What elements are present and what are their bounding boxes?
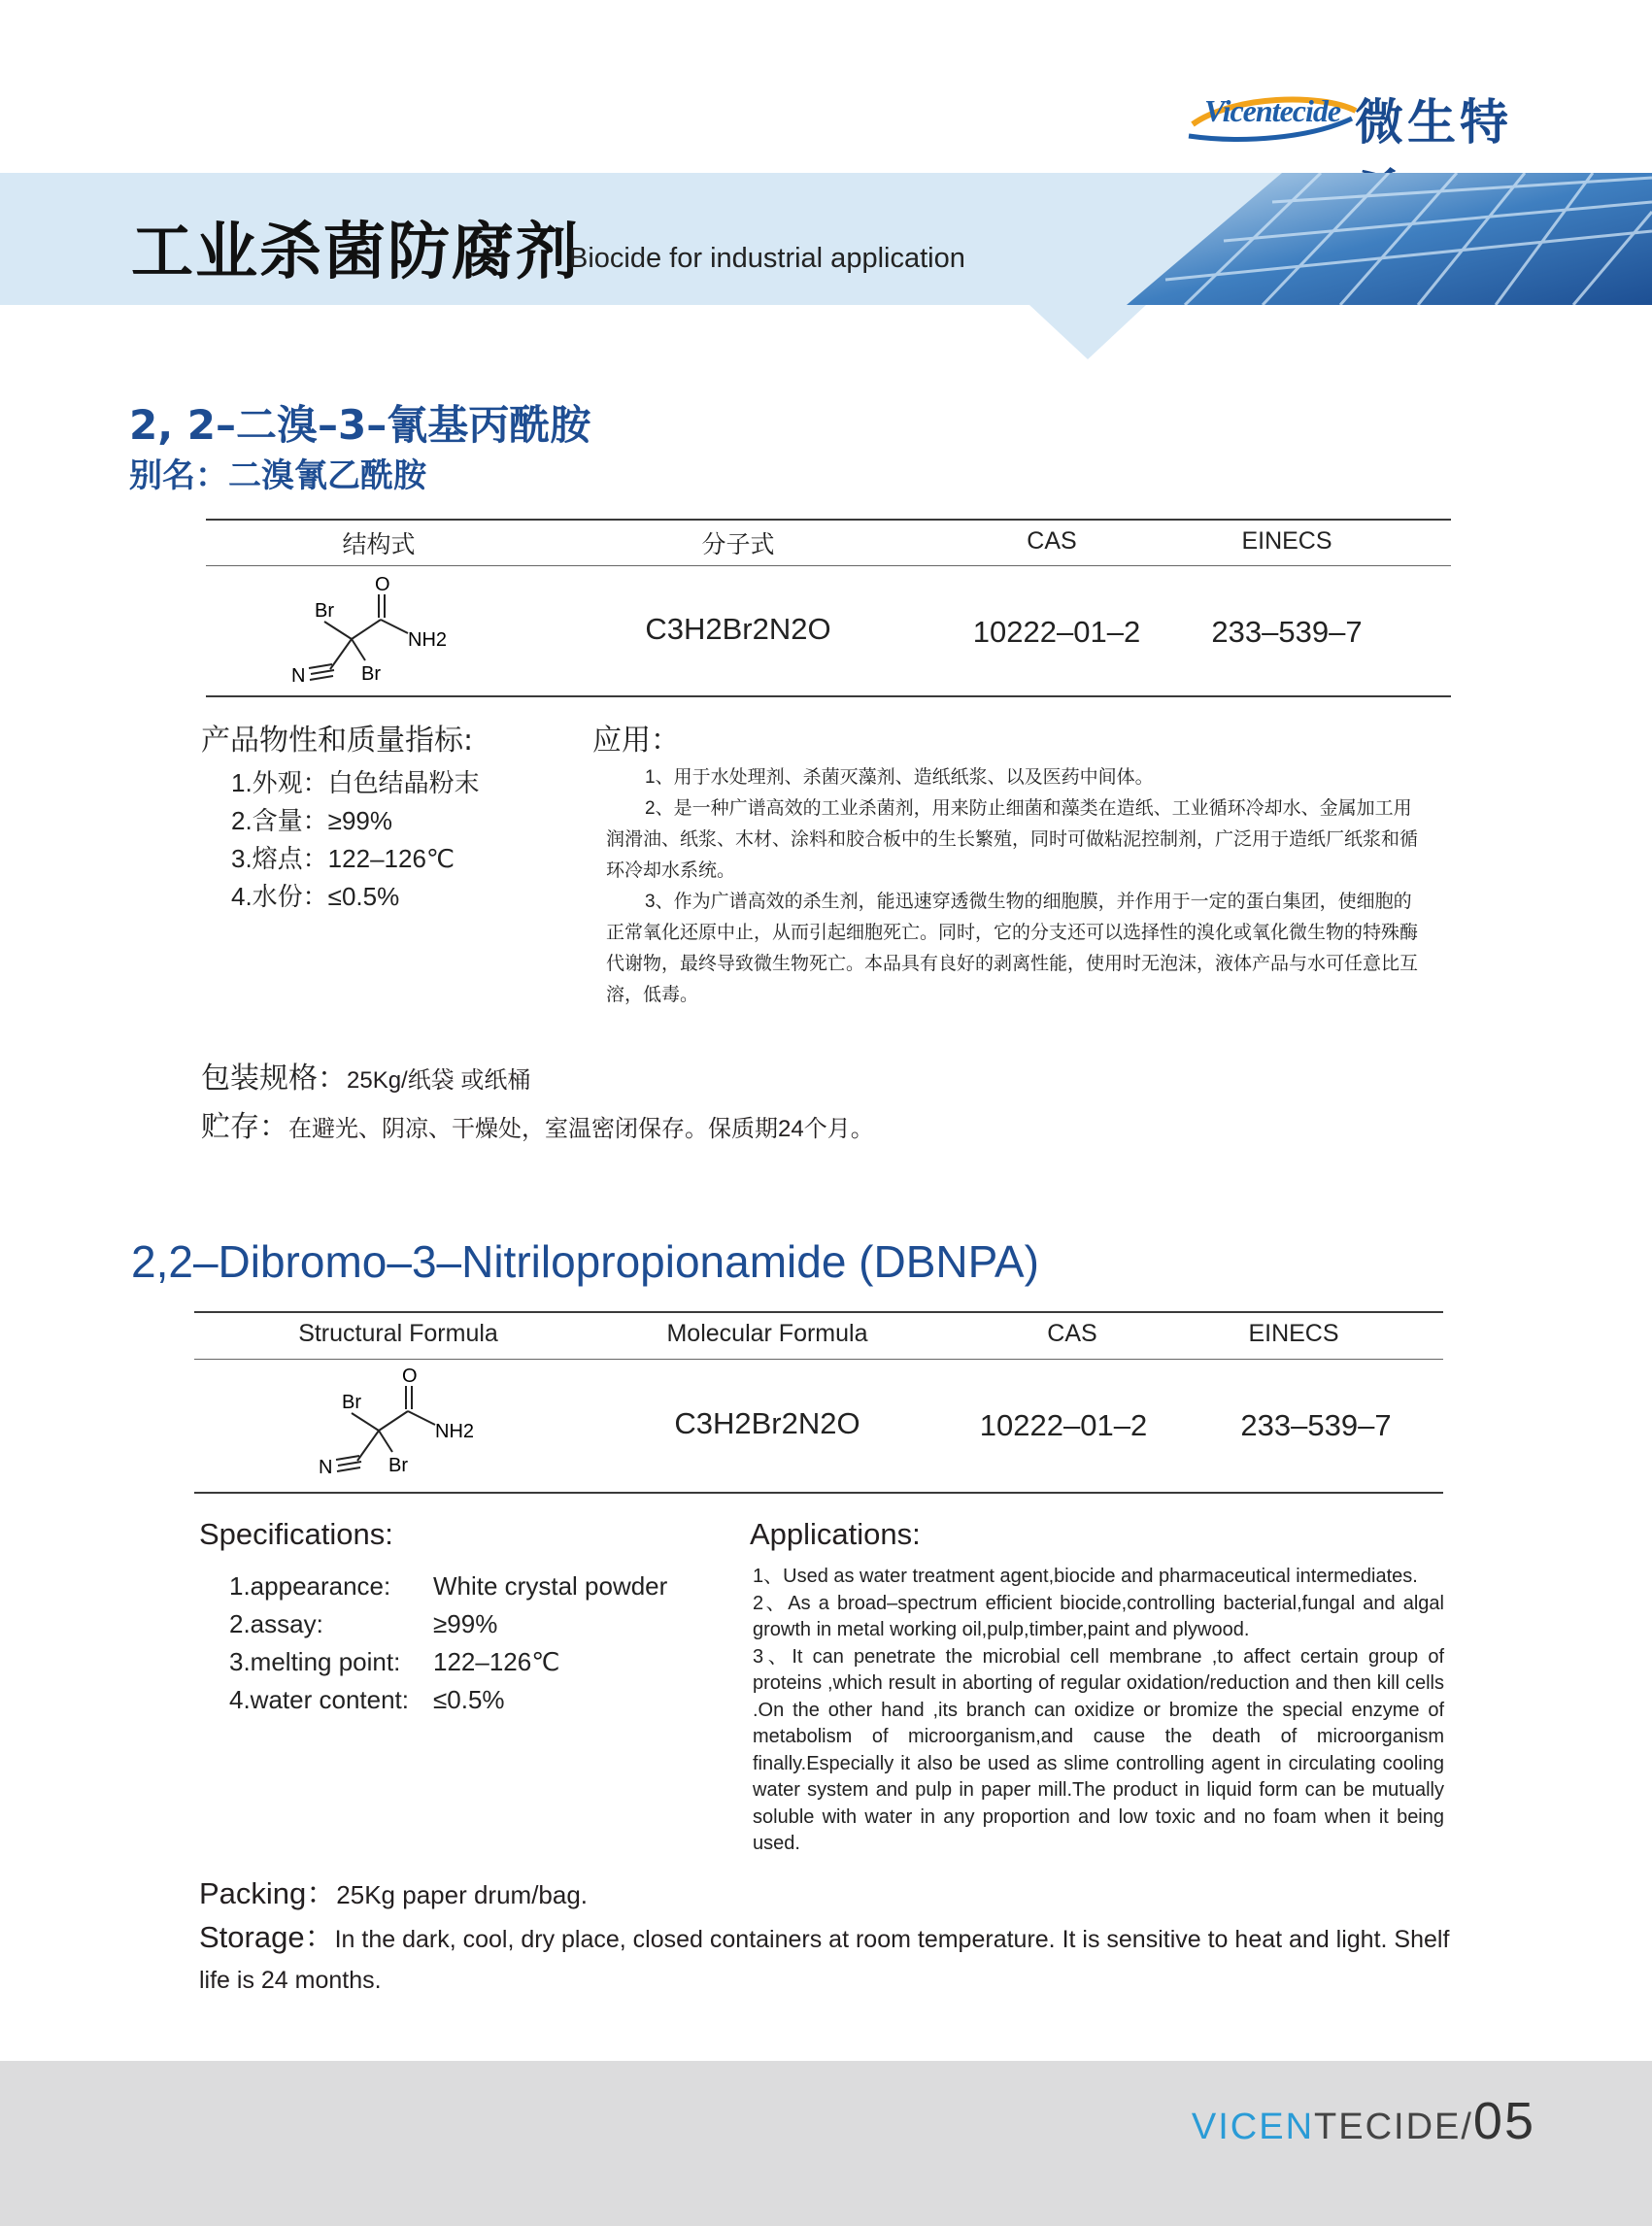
einecs-cn: 233–539–7 bbox=[1211, 615, 1363, 649]
table-header-rule bbox=[194, 1359, 1443, 1360]
packing-cn bbox=[201, 1054, 530, 1096]
product-title-cn: 2, 2–二溴–3–氰基丙酰胺 bbox=[129, 401, 591, 449]
spec-item: 1.外观：白色结晶粉末 bbox=[231, 768, 480, 797]
structure-br-label-2: Br bbox=[388, 1455, 408, 1476]
storage-label-cn: 贮存： bbox=[201, 1110, 288, 1144]
spec-value: ≤0.5% bbox=[433, 1685, 505, 1714]
spec-item: 3.熔点：122–126℃ bbox=[231, 844, 455, 873]
header-title-en: Biocide for industrial application bbox=[569, 243, 965, 274]
product-alias-cn: 别名：二溴氰乙酰胺 bbox=[129, 456, 426, 495]
spec-label: 2.assay: bbox=[229, 1609, 323, 1638]
packing-value-en: 25Kg paper drum/bag. bbox=[336, 1880, 589, 1909]
brand-logo bbox=[1185, 78, 1544, 155]
cas-cn: 10222–01–2 bbox=[972, 615, 1141, 649]
structure-o-label: O bbox=[402, 1366, 418, 1387]
spec-value: 122–126℃ bbox=[433, 1647, 560, 1676]
th-structure-cn: 结构式 bbox=[342, 531, 416, 558]
spec-value: White crystal powder bbox=[433, 1571, 668, 1601]
storage-label-en: Storage： bbox=[199, 1920, 335, 1954]
th-cas-en: CAS bbox=[1047, 1320, 1097, 1347]
app-item: 2、As a broad–spectrum efficient biocide,controlling bacterial,fungal and algal growth in metal working oil,pulp,timber,paint and plywood. bbox=[753, 1592, 1444, 1640]
storage-cn bbox=[201, 1102, 874, 1145]
table-top-rule bbox=[194, 1311, 1443, 1313]
storage-en bbox=[199, 1919, 1462, 2003]
header-title-cn: 工业杀菌防腐剂 bbox=[131, 217, 580, 288]
app-item: 3、It can penetrate the microbial cell membrane ,to affect certain group of proteins ,which result in aborting of regular oxidation/reduction and then kill cells .On the other hand ,its branch can oxidize or bromize the special enzyme of metabolism of microorganism,and cause the death of microorganism finally.Especially it also be used as slime controlling agent in circulating cooling water system and pulp in paper mill.The product in liquid form can be mutually soluble with water in any proportion and low toxic and no foam when it being used. bbox=[753, 1645, 1444, 1854]
spec-label: 1.appearance: bbox=[229, 1571, 391, 1601]
th-cas-cn: CAS bbox=[1027, 527, 1077, 555]
th-formula-en: Molecular Formula bbox=[666, 1320, 868, 1347]
structure-o-label: O bbox=[375, 574, 390, 595]
packing-label-cn: 包装规格： bbox=[201, 1062, 347, 1096]
structure-n-label: N bbox=[291, 665, 306, 687]
structure-br-label-1: Br bbox=[315, 600, 334, 622]
table-bottom-rule bbox=[206, 695, 1451, 697]
th-formula-cn: 分子式 bbox=[701, 531, 775, 558]
spec-label: 4.water content: bbox=[229, 1685, 409, 1714]
formula-cn: C3H2Br2N2O bbox=[645, 612, 831, 646]
th-structure-en: Structural Formula bbox=[298, 1320, 498, 1347]
spec-item: 4.水份：≤0.5% bbox=[231, 882, 400, 911]
packing-value-cn: 25Kg/纸袋 或纸桶 bbox=[347, 1067, 531, 1094]
structure-diagram-en bbox=[299, 1365, 513, 1486]
spec-item bbox=[229, 1681, 734, 1719]
spec-item bbox=[229, 1568, 734, 1605]
product-title-en: 2,2–Dibromo–3–Nitrilopropionamide (DBNPA) bbox=[131, 1236, 1039, 1287]
footer-brand-a: VICEN bbox=[1191, 2107, 1315, 2147]
structure-nh2-label: NH2 bbox=[435, 1421, 475, 1442]
storage-value-en: In the dark, cool, dry place, closed containers at room temperature. It is sensitive to heat and light. Shelf life is 24 months. bbox=[199, 1926, 1450, 1994]
spec-list-cn bbox=[231, 764, 480, 916]
app-item: 1、用于水处理剂、杀菌灭藻剂、造纸纸浆、以及医药中间体。 bbox=[645, 767, 1154, 788]
structure-diagram-cn bbox=[272, 573, 486, 694]
packing-label-en: Packing： bbox=[199, 1876, 337, 1910]
spec-label: 3.melting point: bbox=[229, 1647, 401, 1676]
app-item: 3、作为广谱高效的杀生剂，能迅速穿透微生物的细胞膜，并作用于一定的蛋白集团，使细胞的正常氧化还原中止，从而引起细胞死亡。同时，它的分支还可以选择性的溴化或氧化微生物的特殊酶代谢物，最终导致微生物死亡。本品具有良好的剥离性能，使用时无泡沫，液体产品与水可任意比互溶，低毒。 bbox=[606, 892, 1419, 1005]
spec-item bbox=[229, 1605, 734, 1643]
spec-title-cn: 产品物性和质量指标: bbox=[201, 724, 474, 758]
cas-en: 10222–01–2 bbox=[979, 1408, 1148, 1442]
app-title-cn: 应用： bbox=[592, 724, 680, 758]
spec-value: ≥99% bbox=[433, 1609, 498, 1638]
footer-brand-b: TECIDE/ bbox=[1314, 2107, 1473, 2147]
logo-name-cn: 微生特 bbox=[1355, 94, 1512, 151]
app-list-en bbox=[753, 1564, 1444, 1858]
structure-n-label: N bbox=[319, 1457, 333, 1478]
th-einecs-en: EINECS bbox=[1248, 1320, 1339, 1347]
storage-value-cn: 在避光、阴凉、干燥处，室温密闭保存。保质期24个月。 bbox=[288, 1116, 874, 1142]
app-item: 1、Used as water treatment agent,biocide and pharmaceutical intermediates. bbox=[753, 1566, 1418, 1587]
spec-item bbox=[229, 1643, 734, 1681]
app-list-cn bbox=[606, 762, 1430, 1011]
formula-en: C3H2Br2N2O bbox=[674, 1406, 860, 1440]
packing-en bbox=[199, 1869, 588, 1912]
table-top-rule bbox=[206, 519, 1451, 521]
structure-br-label-1: Br bbox=[342, 1392, 361, 1413]
structure-nh2-label: NH2 bbox=[408, 629, 448, 651]
einecs-en: 233–539–7 bbox=[1240, 1408, 1392, 1442]
app-item: 2、是一种广谱高效的工业杀菌剂，用来防止细菌和藻类在造纸、工业循环冷却水、金属加工用润滑油、纸浆、木材、涂料和胶合板中的生长繁殖，同时可做粘泥控制剂，广泛用于造纸厂纸浆和循环冷却水系统。 bbox=[606, 798, 1419, 881]
structure-br-label-2: Br bbox=[361, 663, 381, 685]
page-number: 05 bbox=[1472, 2092, 1535, 2150]
glass-building-image bbox=[1127, 173, 1652, 305]
app-title-en: Applications: bbox=[750, 1517, 921, 1551]
spec-item: 2.含量：≥99% bbox=[231, 806, 392, 835]
header-pointer bbox=[1029, 305, 1146, 359]
spec-list-en bbox=[229, 1568, 734, 1719]
table-bottom-rule bbox=[194, 1492, 1443, 1494]
table-header-rule bbox=[206, 565, 1451, 566]
footer-brand bbox=[1192, 2091, 1535, 2151]
th-einecs-cn: EINECS bbox=[1241, 527, 1332, 555]
spec-title-en: Specifications: bbox=[199, 1517, 393, 1551]
logo-wordmark: Vicentecide bbox=[1204, 93, 1341, 128]
